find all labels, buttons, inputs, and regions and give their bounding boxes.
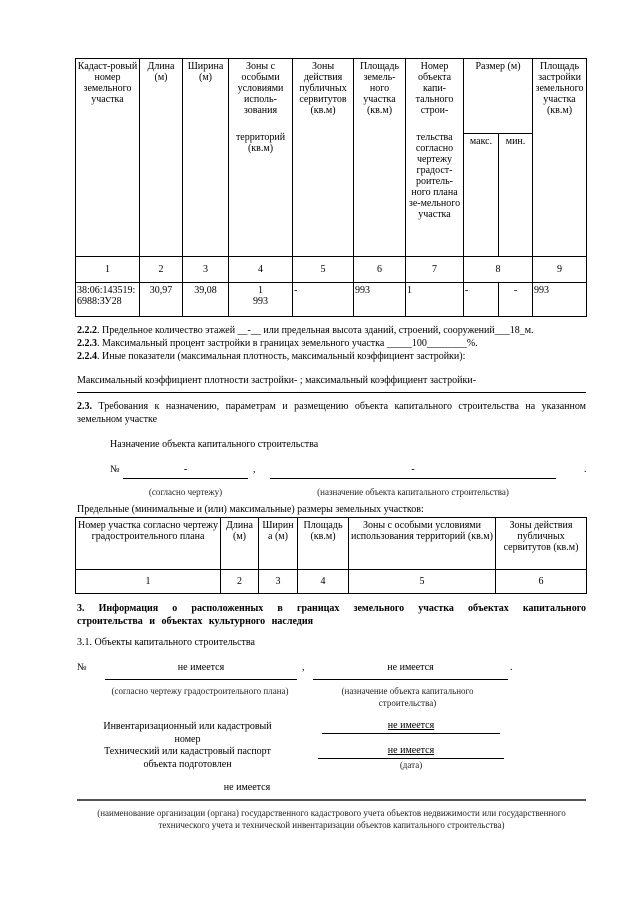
paragraph-text: . Иные показатели (максимальная плотность, максимальный коэффициент застройки): [97,351,466,362]
header-object-no-text: Номер объекта капи-тального строи- [415,61,454,116]
tech-passport-field[interactable] [318,745,504,756]
col-number: 8 [464,257,533,283]
object-number-value[interactable]: не имеется [177,662,225,673]
paragraph-number: 2.2.4 [77,351,97,362]
inventory-value: не имеется [387,720,435,731]
col-number: 7 [406,257,464,283]
header-plot-number: Номер участка согласно чертежу градостроительного плана [76,518,221,570]
paragraph-number: 2.2.3 [77,338,97,349]
underline [123,478,248,479]
paragraph-2-3 [77,400,586,426]
col-number: 6 [496,570,587,594]
cell-width: 39,08 [183,283,229,317]
header-size: Размер (м) [464,59,533,134]
col-number: 2 [140,257,183,283]
underline [313,679,508,680]
header-area: Площадь земель-ного участка (кв.м) [354,59,406,257]
header-zones: Зоны с особыми условиями использования территорий (кв.м) [349,518,496,570]
paragraph-text: Требования к назначению, параметрам и размещению объекта капитального строительства на указанном земельном участке [77,401,586,425]
object-purpose-value[interactable]: не имеется [387,662,434,673]
caption: (согласно чертежу градостроительного плана) [111,686,289,696]
col-number: 5 [349,570,496,594]
paragraph-2-2-2 [77,324,587,337]
section-3-title: 3. Информация о расположенных в границах земельного участка объектах капитального строительства и объектах культурного наследия [77,603,586,627]
number-sign: № [77,662,87,673]
caption: (наименование организации (органа) государственного кадастрового учета объектов недвижимости или государственного технического учета и технической инвентаризации объектов капитального строительства) [97,808,566,830]
cell-length: 30,97 [140,283,183,317]
purpose-number-value[interactable]: - [183,464,188,475]
land-plot-table [75,58,587,317]
tech-passport-label: Технический или кадастровый паспорт объекта подготовлен [104,746,271,770]
organization-value[interactable]: не имеется [223,782,271,793]
caption: (назначение объекта капитального строительства) [317,487,509,497]
col-number: 1 [76,570,221,594]
comma: , [253,464,256,475]
header-object-no [406,59,464,257]
cell-max: - [464,283,499,317]
header-zones [229,59,293,257]
header-cadastral: Кадаст-ровый номер земельного участка [76,59,140,257]
cell-area: 993 [354,283,406,317]
caption: (дата) [399,760,423,770]
tech-passport-value: не имеется [387,745,435,756]
col-number: 5 [293,257,354,283]
paragraph-number: 2.2.2 [77,325,97,336]
underline [270,478,556,479]
paragraph-2-2-3 [77,337,587,350]
number-sign: № [110,464,120,475]
col-number: 3 [183,257,229,283]
inventory-field[interactable] [322,720,500,731]
header-size-max: макс. [464,134,499,257]
cell-min: - [499,283,533,317]
header-length: Длина (м) [140,59,183,257]
header-zones-cont: территорий (кв.м) [235,132,286,154]
dot: . [510,662,513,673]
limits-title: Предельные (минимальные и (или) максимальные) размеры земельных участков: [77,504,424,515]
purpose-name-value[interactable]: - [411,464,415,475]
cell-cadastral: 38:06:143519:6988:ЗУ28 [76,283,140,317]
header-servitudes: Зоны действия публичных сервитутов (кв.м) [496,518,587,570]
col-number: 1 [76,257,140,283]
header-zones-text: Зоны с особыми условиями исполь-зования [237,61,284,116]
header-width: Ширин а (м) [259,518,298,570]
col-number: 4 [298,570,349,594]
coefficient-line: Максимальный коэффициент плотности застройки- ; максимальный коэффициент застройки- [77,375,477,386]
section-3-1-title: 3.1. Объекты капитального строительства [77,637,255,648]
limits-table [75,517,587,594]
caption: (назначение объекта капитального строительства) [341,686,474,708]
header-size-min: мин. [499,134,533,257]
header-object-no-cont: тельства согласно чертежу градост-роитель-ного плана зе-мельного участка [408,132,461,220]
col-number: 2 [221,570,259,594]
paragraph-text: . Максимальный процент застройки в границах земельного участка _____100________%. [97,338,478,349]
comma: , [302,662,305,673]
paragraph-2-2-4 [77,350,587,363]
cell-servitudes: - [293,283,354,317]
cell-object-no: 1 [406,283,464,317]
table-row [76,283,587,317]
cell-zones-a: 1 [258,285,263,296]
cell-zones-b: 993 [253,296,268,307]
divider [77,392,586,393]
col-number: 6 [354,257,406,283]
paragraph-number: 2.3. [77,401,92,412]
cell-built-area: 993 [533,283,587,317]
header-area: Площадь (кв.м) [298,518,349,570]
underline [322,733,500,734]
header-servitudes: Зоны действия публичных сервитутов (кв.м) [293,59,354,257]
cell-zones [229,283,293,317]
col-number: 4 [229,257,293,283]
dot: . [584,464,587,475]
inventory-label: Инвентаризационный или кадастровый номер [103,721,272,745]
underline [105,679,297,680]
header-length: Длина (м) [221,518,259,570]
col-number: 9 [533,257,587,283]
divider [77,799,586,801]
header-built-area: Площадь застройки земельного участка (кв.м) [533,59,587,257]
paragraph-text: . Предельное количество этажей __-__ или предельная высота зданий, строений, сооружений___18_м. [97,325,534,336]
header-width: Ширина (м) [183,59,229,257]
col-number: 3 [259,570,298,594]
purpose-title: Назначение объекта капитального строительства [110,439,319,450]
underline [318,758,504,759]
caption: (согласно чертежу) [148,487,223,497]
